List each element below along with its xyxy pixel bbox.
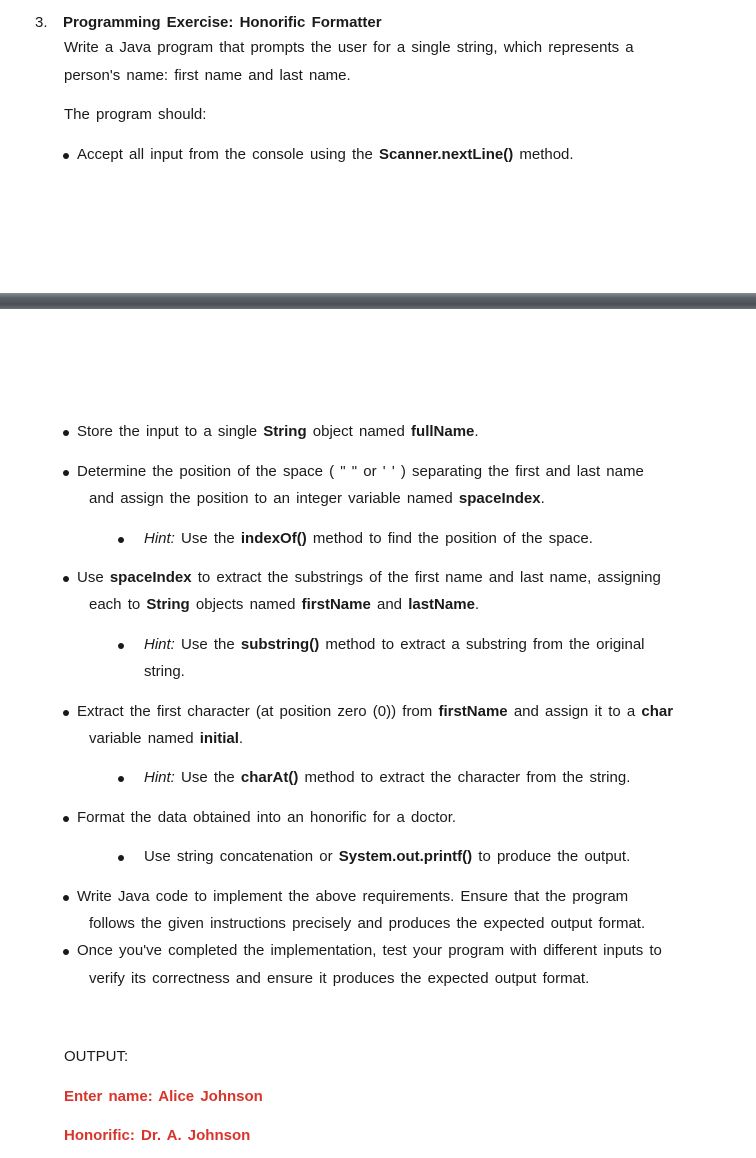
hint-indexof: Hint: Use the indexOf() method to find the position of the space.	[144, 530, 593, 547]
list-item-format: Format the data obtained into an honorific for a doctor.	[77, 809, 457, 826]
hint-substring-line1: Hint: Use the substring() method to extract a substring from the original	[144, 636, 645, 653]
bullet-dot	[63, 430, 69, 436]
list-item-use-line2: each to String objects named firstName and lastName.	[89, 596, 480, 613]
output-line-result: Honorific: Dr. A. Johnson	[64, 1127, 251, 1144]
list-item-determine-line1: Determine the position of the space ( " " or ' ' ) separating the first and last name	[77, 463, 644, 480]
list-item-test-line2: verify its correctness and ensure it produces the expected output format.	[89, 970, 590, 987]
program-should-label: The program should:	[64, 106, 207, 123]
list-item-use-line1: Use spaceIndex to extract the substrings of the first name and last name, assigning	[77, 569, 661, 586]
list-item-accept: Accept all input from the console using the Scanner.nextLine() method.	[77, 146, 574, 163]
bullet-dot	[118, 776, 124, 782]
list-item-write-line1: Write Java code to implement the above requirements. Ensure that the program	[77, 888, 629, 905]
exercise-title: Programming Exercise: Honorific Formatter	[63, 14, 382, 31]
list-item-concat: Use string concatenation or System.out.printf() to produce the output.	[144, 848, 631, 865]
bullet-dot	[118, 537, 124, 543]
list-item-extract-line2: variable named initial.	[89, 730, 244, 747]
bullet-dot	[118, 855, 124, 861]
bullet-dot	[63, 470, 69, 476]
hint-substring-line2: string.	[144, 663, 185, 680]
intro-text-line1: Write a Java program that prompts the user for a single string, which represents a	[64, 39, 634, 56]
bullet-dot	[63, 710, 69, 716]
bullet-dot	[118, 643, 124, 649]
bullet-dot	[63, 895, 69, 901]
intro-text-line2: person's name: first name and last name.	[64, 67, 351, 84]
list-item-determine-line2: and assign the position to an integer variable named spaceIndex.	[89, 490, 545, 507]
page-divider	[0, 293, 756, 309]
bullet-dot	[63, 816, 69, 822]
list-item-extract-line1: Extract the first character (at position zero (0)) from firstName and assign it to a char	[77, 703, 674, 720]
output-line-prompt: Enter name: Alice Johnson	[64, 1088, 263, 1105]
bullet-dot	[63, 949, 69, 955]
list-item-write-line2: follows the given instructions precisely and produces the expected output format.	[89, 915, 646, 932]
section-number: 3.	[35, 14, 48, 31]
list-item-test-line1: Once you've completed the implementation, test your program with different inputs to	[77, 942, 662, 959]
hint-charat: Hint: Use the charAt() method to extract the character from the string.	[144, 769, 631, 786]
output-label: OUTPUT:	[64, 1048, 129, 1065]
bullet-dot	[63, 153, 69, 159]
bullet-dot	[63, 576, 69, 582]
list-item-store: Store the input to a single String object named fullName.	[77, 423, 479, 440]
